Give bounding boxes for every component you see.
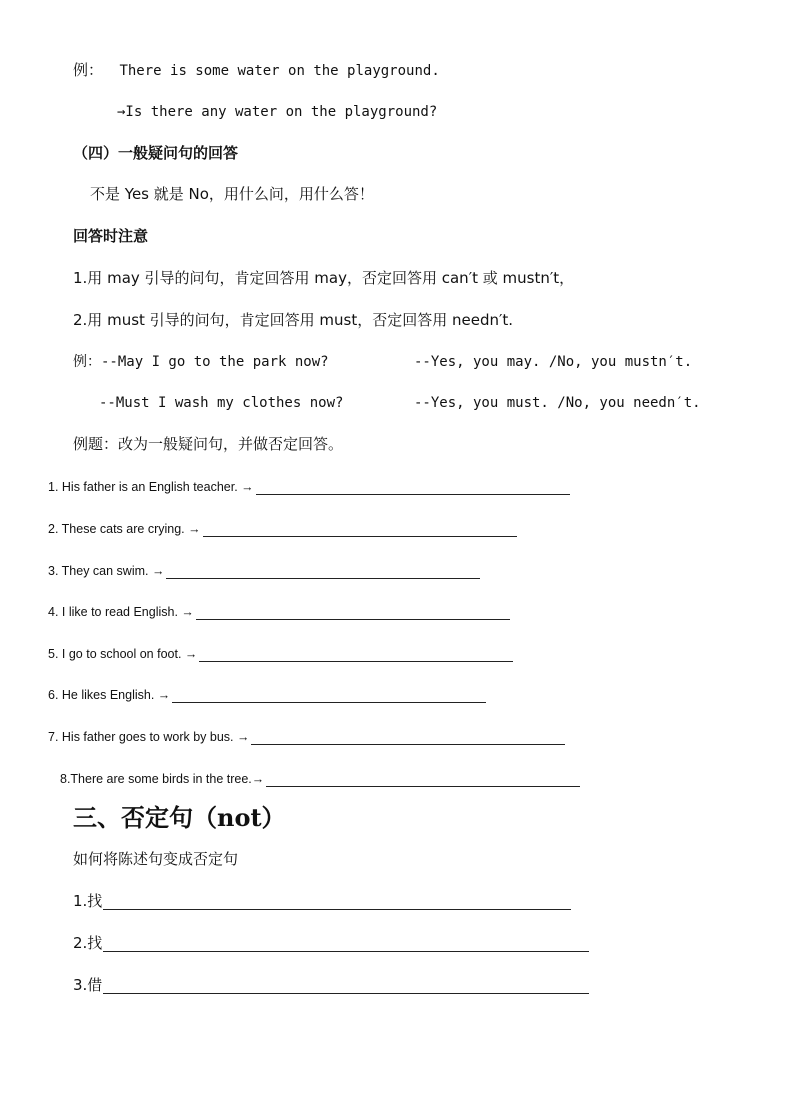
- step-item: [73, 976, 589, 994]
- section4-heading: （四）一般疑问句的回答: [73, 144, 239, 162]
- section4-rule: 不是 Yes 就是 No，用什么问，用什么答！: [90, 185, 374, 203]
- example-sentence: There is some water on the playground.: [119, 63, 440, 79]
- answer-blank[interactable]: [266, 773, 580, 787]
- exercise-item: [48, 604, 510, 620]
- note-1: 1.用 may 引导的问句，肯定回答用 may，否定回答用 can′t 或 mustn′t，: [73, 269, 575, 287]
- example-1-answer: --Yes, you may. /No, you mustn′t.: [414, 354, 693, 370]
- answer-blank[interactable]: [166, 565, 480, 579]
- answer-blank[interactable]: [199, 648, 513, 662]
- step-blank[interactable]: [103, 979, 589, 994]
- example-label: 例：: [73, 61, 104, 79]
- exercise-item: [48, 521, 517, 537]
- exercise-text: 5. I go to school on foot. →: [48, 647, 198, 661]
- answer-blank[interactable]: [256, 481, 570, 495]
- step-label: 1.找: [73, 892, 103, 910]
- step-item: [73, 934, 589, 952]
- step-label: 3.借: [73, 976, 103, 994]
- example-2-answer: --Yes, you must. /No, you needn′t.: [414, 395, 701, 411]
- step-label: 2.找: [73, 934, 103, 952]
- section3-heading: 三、否定句（not）: [73, 803, 286, 832]
- answer-blank[interactable]: [172, 689, 486, 703]
- step-item: [73, 892, 571, 910]
- exercise-item: [48, 646, 513, 662]
- exercise-text: 4. I like to read English. →: [48, 605, 194, 619]
- exercise-item: [48, 687, 486, 703]
- exercise-text: 2. These cats are crying. →: [48, 522, 201, 536]
- exercise-item: [60, 771, 580, 787]
- intro-example: [73, 61, 440, 80]
- example-2-question: --Must I wash my clothes now?: [99, 395, 344, 411]
- exercise-text: 6. He likes English. →: [48, 688, 171, 702]
- answer-blank[interactable]: [196, 606, 510, 620]
- exercise-text: 7. His father goes to work by bus. →: [48, 730, 250, 744]
- intro-arrow-sentence: →Is there any water on the playground?: [117, 104, 438, 120]
- example-1-question: 例：--May I go to the park now?: [73, 354, 329, 370]
- exercise-prompt: 例题：改为一般疑问句，并做否定回答。: [73, 435, 344, 453]
- exercise-text: 1. His father is an English teacher. →: [48, 480, 254, 494]
- exercise-item: [48, 563, 480, 579]
- section3-subheading: 如何将陈述句变成否定句: [73, 850, 239, 868]
- exercise-text: 8.There are some birds in the tree.→: [60, 772, 265, 786]
- note-heading: 回答时注意: [73, 227, 149, 245]
- answer-blank[interactable]: [251, 731, 565, 745]
- answer-blank[interactable]: [203, 523, 517, 537]
- step-blank[interactable]: [103, 895, 571, 910]
- exercise-item: [48, 479, 570, 495]
- exercise-text: 3. They can swim. →: [48, 564, 165, 578]
- exercise-item: [48, 729, 565, 745]
- note-2: 2.用 must 引导的问句，肯定回答用 must，否定回答用 needn′t.: [73, 311, 514, 329]
- step-blank[interactable]: [103, 937, 589, 952]
